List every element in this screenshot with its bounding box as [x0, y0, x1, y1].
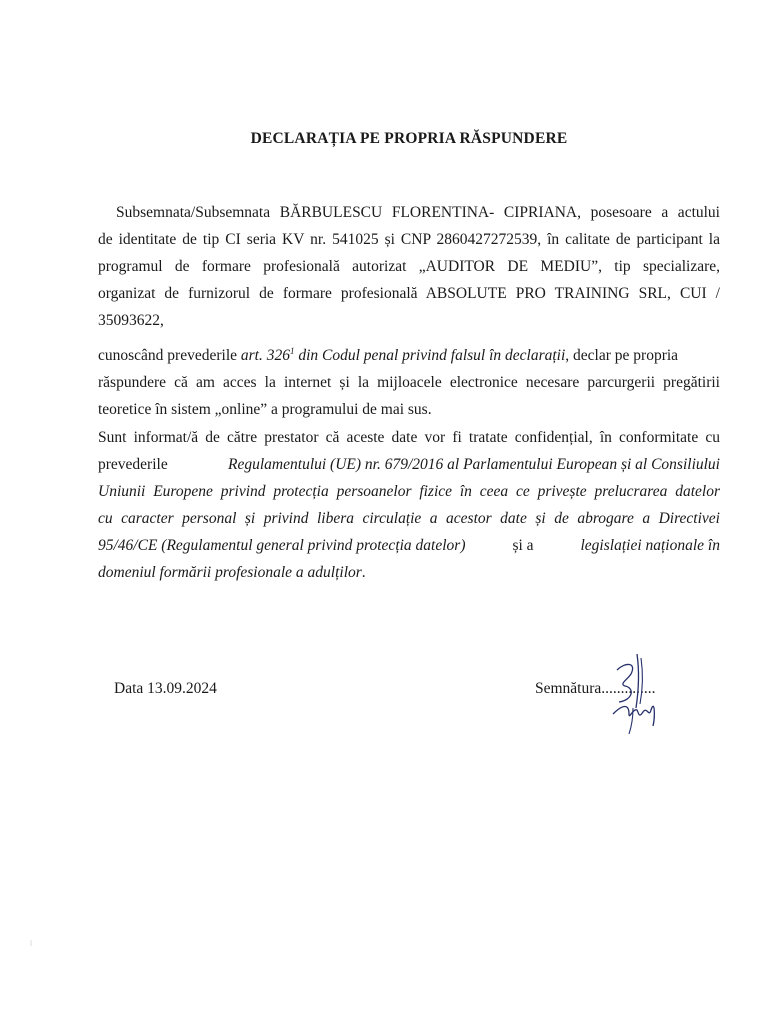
paragraph-line — [98, 532, 720, 559]
paragraph-line — [98, 451, 720, 478]
handwritten-signature — [603, 648, 663, 738]
paragraph-line — [98, 338, 720, 369]
legal-reference: legislației naționale în — [580, 537, 720, 554]
paragraph-line: domeniul formării profesionale a adulților. — [98, 564, 366, 581]
legal-reference: art. $326^1$ din Codul penal privind falsul în declarații — [240, 346, 566, 365]
paragraph-identity — [98, 199, 720, 334]
paragraph-line: răspundere că am acces la internet și la mijloacele electronice necesare parcurgerii pregătirii — [98, 374, 720, 392]
paragraph-line: 35093622, — [98, 312, 164, 329]
scan-artifact — [30, 940, 32, 946]
paragraph-line: de identitate de tip CI seria KV nr. 541025 și CNP 2860427272539, în calitate de participant la — [98, 231, 720, 248]
paragraph-line: programul de formare profesională autorizat „AUDITOR DE MEDIU”, tip specializare, — [98, 258, 720, 275]
paragraph-line: Subsemnata/Subsemnata BĂRBULESCU FLORENTINA- CIPRIANA, posesoare a actului — [116, 204, 720, 221]
signature-label: Semnătura — [535, 680, 602, 697]
text-run: cunoscând prevederile — [98, 347, 241, 365]
legal-reference: 95/46/CE (Regulamentul general privind protecția datelor) — [98, 537, 466, 554]
document-title: DECLARAȚIA PE PROPRIA RĂSPUNDERE — [250, 130, 568, 147]
text-run: , declar pe propria — [565, 347, 679, 365]
paragraph-line: cu caracter personal și privind libera circulație a acestor date și de abrogare a Directivei — [98, 510, 720, 527]
text-run: prevederile — [98, 456, 168, 473]
paragraph-line: organizat de furnizorul de formare profesională ABSOLUTE PRO TRAINING SRL, CUI / — [98, 285, 720, 302]
paragraph-declaration — [98, 338, 720, 423]
paragraph-line: Sunt informat/ă de către prestator că aceste date vor fi tratate confidențial, în conformitate cu — [98, 429, 720, 446]
signature-dots: .............. — [601, 680, 656, 697]
paragraph-line: Uniunii Europene privind protecția persoanelor fizice în ceea ce privește prelucrarea datelor — [98, 483, 720, 500]
legal-reference: Regulamentului (UE) nr. 679/2016 al Parlamentului European și al Consiliului — [228, 456, 720, 473]
paragraph-line: teoretice în sistem „online” a programului de mai sus. — [98, 401, 432, 419]
declaration-date: Data 13.09.2024 — [114, 680, 217, 697]
legal-reference: domeniul formării profesionale a adulților — [98, 564, 362, 581]
text-run: și a — [512, 537, 534, 554]
paragraph-gdpr — [98, 424, 720, 586]
